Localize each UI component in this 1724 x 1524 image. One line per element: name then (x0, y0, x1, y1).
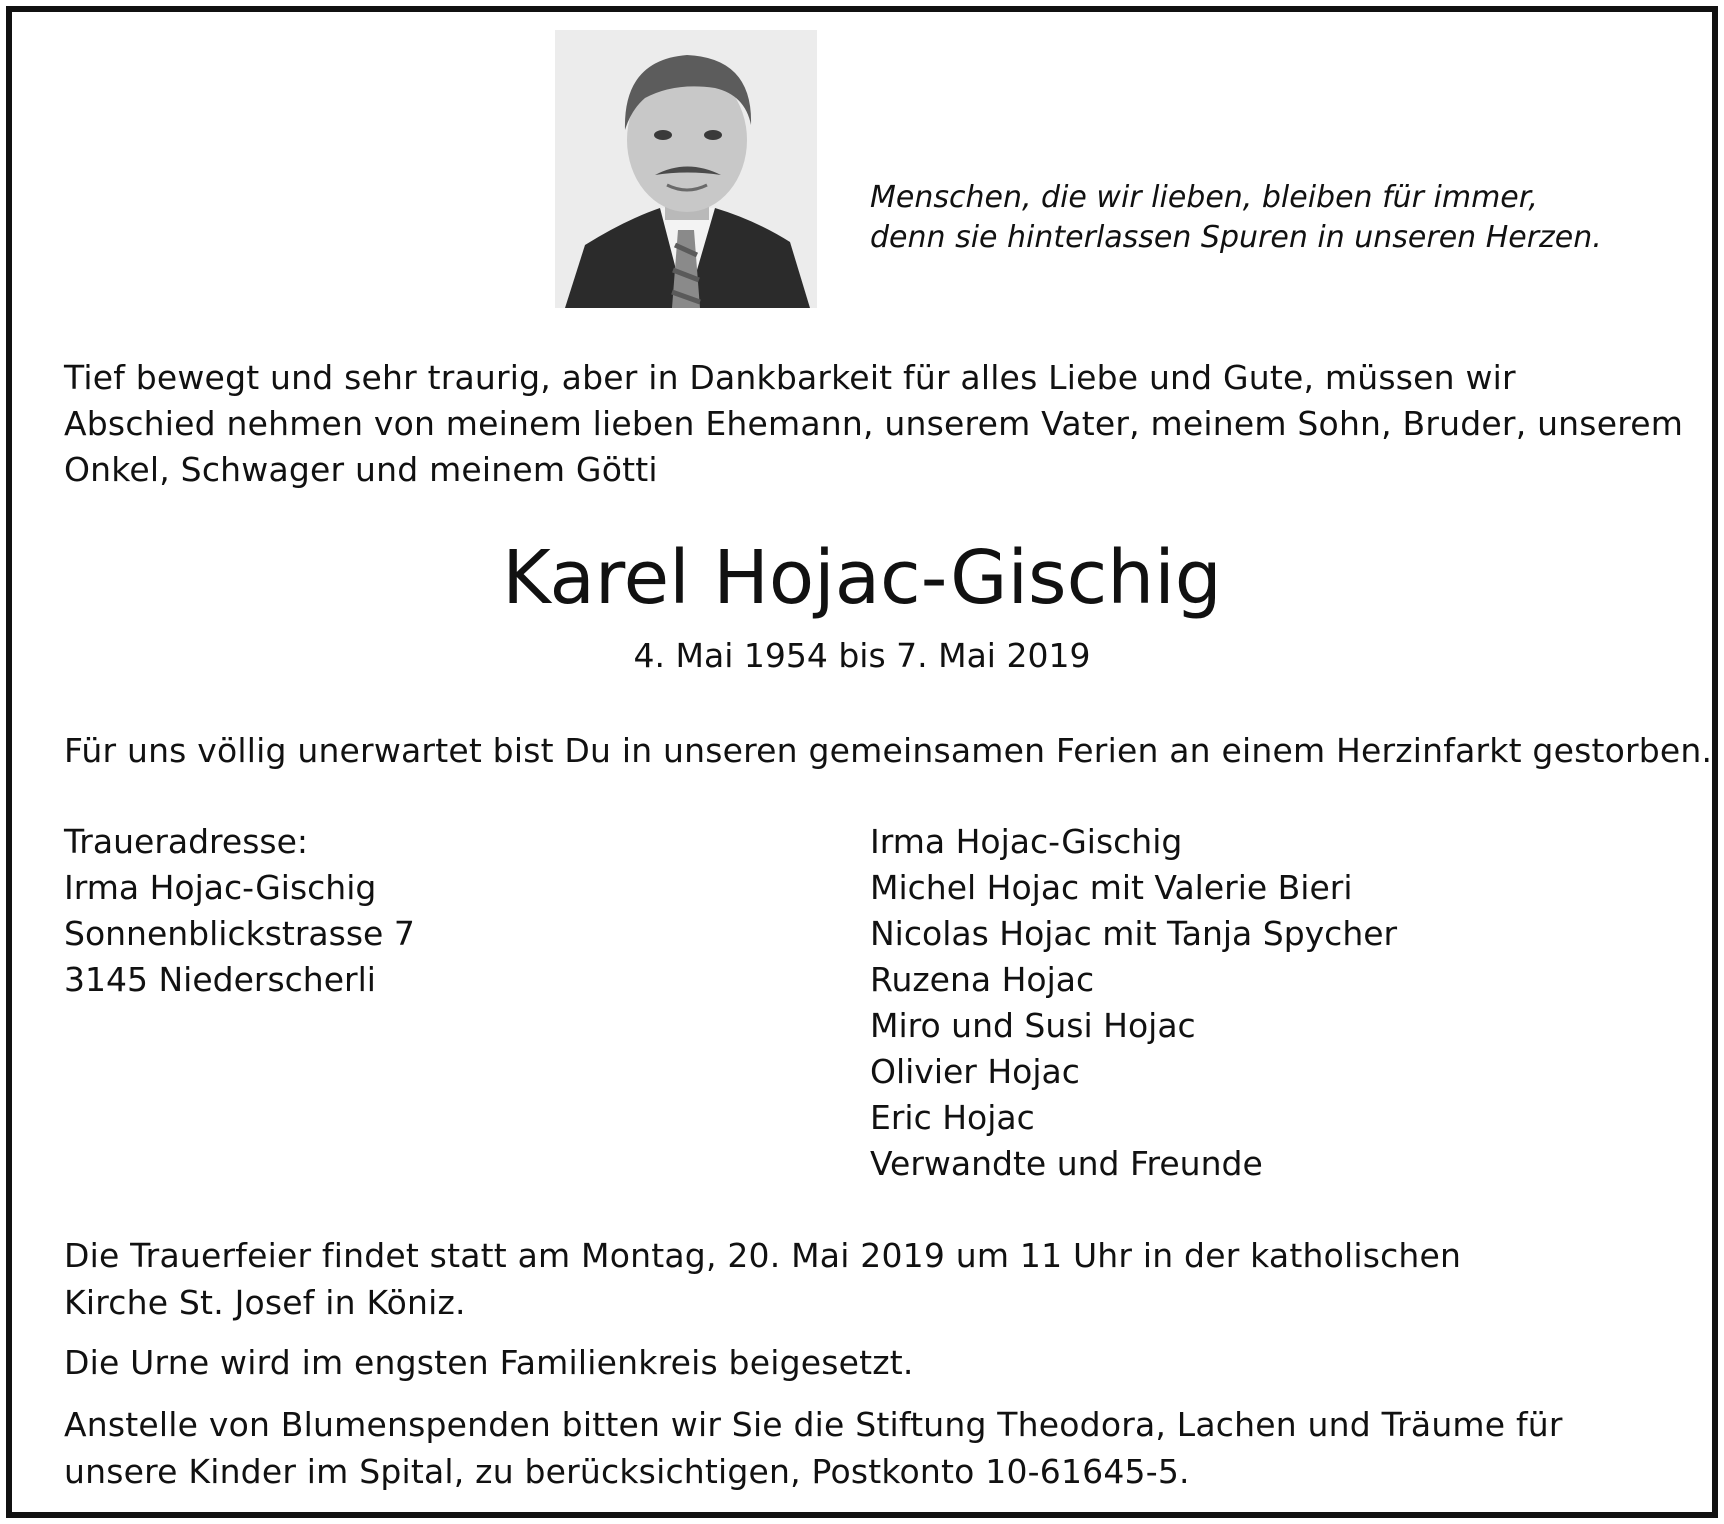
intro-line-2: Abschied nehmen von meinem lieben Ehemann, unserem Vater, meinem Sohn, Bruder, unserem (64, 404, 1684, 443)
portrait-photo (555, 30, 817, 308)
mourning-address (64, 819, 415, 1003)
portrait-illustration (555, 30, 817, 308)
motto-quote (870, 178, 1602, 258)
mourner-item: Verwandte und Freunde (870, 1144, 1263, 1183)
ceremony-line-1: Die Trauerfeier findet statt am Montag, 20. Mai 2019 um 11 Uhr in der katholischen (64, 1236, 1462, 1275)
mourner-item: Nicolas Hojac mit Tanja Spycher (870, 914, 1398, 953)
address-city: 3145 Niederscherli (64, 960, 376, 999)
mourner-item: Miro und Susi Hojac (870, 1006, 1196, 1045)
cause-text: Für uns völlig unerwartet bist Du in unseren gemeinsamen Ferien an einem Herzinfarkt gestorben. (64, 731, 1713, 770)
donation-line-1: Anstelle von Blumenspenden bitten wir Sie die Stiftung Theodora, Lachen und Träume für (64, 1405, 1563, 1444)
motto-line-2: denn sie hinterlassen Spuren in unseren Herzen. (870, 220, 1602, 255)
intro-line-1: Tief bewegt und sehr traurig, aber in Dankbarkeit für alles Liebe und Gute, müssen wir (64, 358, 1516, 397)
address-label: Traueradresse: (64, 822, 309, 861)
mourner-item: Ruzena Hojac (870, 960, 1095, 999)
ceremony-line-2: Kirche St. Josef in Köniz. (64, 1283, 466, 1322)
donation-line-2: unsere Kinder im Spital, zu berücksichtigen, Postkonto 10-61645-5. (64, 1452, 1190, 1491)
intro-line-3: Onkel, Schwager und meinem Götti (64, 450, 658, 489)
motto-line-1: Menschen, die wir lieben, bleiben für immer, (870, 180, 1538, 215)
mourner-item: Michel Hojac mit Valerie Bieri (870, 868, 1353, 907)
mourner-item: Eric Hojac (870, 1098, 1035, 1137)
urn-text: Die Urne wird im engsten Familienkreis beigesetzt. (64, 1343, 914, 1382)
mourner-item: Irma Hojac-Gischig (870, 822, 1183, 861)
mourner-item: Olivier Hojac (870, 1052, 1080, 1091)
deceased-dates: 4. Mai 1954 bis 7. Mai 2019 (633, 636, 1091, 675)
mourners-list (870, 819, 1397, 1187)
deceased-name: Karel Hojac-Gischig (502, 535, 1222, 621)
address-name: Irma Hojac-Gischig (64, 868, 377, 907)
address-street: Sonnenblickstrasse 7 (64, 914, 415, 953)
